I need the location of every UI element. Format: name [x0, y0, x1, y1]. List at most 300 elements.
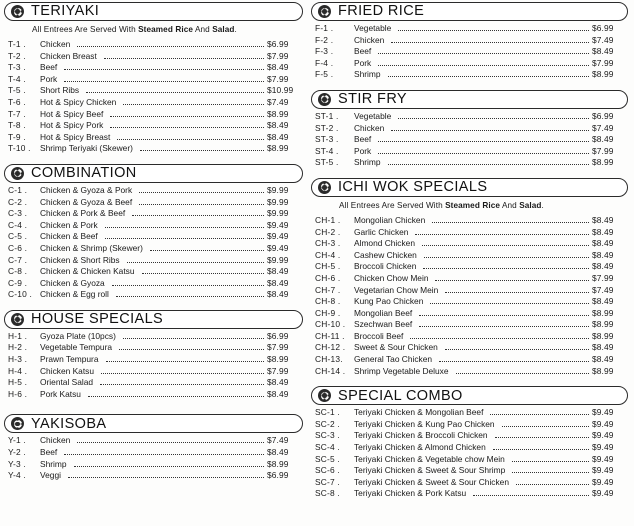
section-spacer [4, 157, 303, 164]
rosette-emblem-icon [11, 417, 24, 430]
menu-item-code: C-10 . [8, 289, 33, 300]
dotted-leader [104, 58, 264, 59]
dotted-leader [493, 449, 589, 450]
menu-item-code: SC-1 . [315, 407, 340, 418]
note-emphasis-steamed-rice: Steamed Rice [445, 200, 501, 210]
menu-item-price: $8.49 [267, 120, 289, 131]
menu-item-code: CH-11 . [315, 330, 345, 341]
menu-item-code: ST-5 . [315, 157, 339, 168]
menu-item-name: Chicken & Shrimp (Skewer) [40, 242, 143, 253]
menu-item-name: Chicken & Pork & Beef [40, 208, 126, 219]
menu-item-price: $8.99 [592, 330, 614, 341]
menu-item-code: T-8 . [8, 120, 26, 131]
dotted-leader [388, 76, 589, 77]
dotted-leader [512, 461, 589, 462]
menu-item-name: Teriyaki Chicken & Broccoli Chicken [354, 430, 488, 441]
menu-item-price: $9.49 [267, 242, 289, 253]
menu-item-code: F-2 . [315, 34, 334, 45]
section-header-special-combo [311, 386, 628, 405]
dotted-leader [445, 292, 589, 293]
menu-item-code: Y-4 . [8, 470, 26, 481]
dotted-leader [490, 414, 589, 415]
menu-item-code: F-3 . [315, 46, 334, 57]
menu-item-name: Sweet & Sour Chicken [354, 342, 438, 353]
menu-item-name: Chicken & Egg roll [40, 289, 109, 300]
menu-item-code: SC-3 . [315, 430, 340, 441]
menu-item-row [4, 39, 303, 51]
menu-item-code: Y-1 . [8, 435, 26, 446]
menu-item-name: Chicken & Beef [40, 231, 98, 242]
menu-item-name: Prawn Tempura [40, 354, 99, 365]
menu-item-name: Szechwan Beef [354, 319, 413, 330]
section-header-combination [4, 164, 303, 183]
menu-item-price: $9.49 [592, 476, 614, 487]
menu-item-code: C-7 . [8, 254, 28, 265]
menu-item-code: T-9 . [8, 131, 26, 142]
menu-item-name: Chicken & Gyoza & Pork [40, 184, 133, 195]
menu-item-name: Shrimp [354, 69, 381, 80]
menu-item-price: $9.49 [592, 407, 614, 418]
menu-item-name: Vegetable [354, 110, 392, 121]
menu-item-name: Chicken [354, 34, 385, 45]
menu-item-row [311, 430, 628, 442]
menu-item-row [311, 23, 628, 35]
menu-item-code: SC-7 . [315, 476, 340, 487]
dotted-leader [410, 338, 589, 339]
menu-item-name: Hot & Spicy Pork [40, 120, 104, 131]
menu-item-row [4, 51, 303, 63]
menu-item-name: Pork Katsu [40, 388, 81, 399]
note-emphasis-steamed-rice: Steamed Rice [138, 25, 194, 34]
menu-item-row [4, 220, 303, 232]
menu-item-name: Chicken & Pork [40, 219, 98, 230]
menu-item-price: $8.99 [267, 143, 289, 154]
menu-item-row [4, 185, 303, 197]
menu-item-name: Beef [354, 46, 372, 57]
dotted-leader [112, 285, 264, 286]
menu-item-price: $7.99 [592, 272, 614, 283]
menu-item-code: T-10 . [8, 143, 31, 154]
menu-item-name: Chicken Breast [40, 50, 97, 61]
menu-item-row [311, 58, 628, 70]
menu-item-row [4, 208, 303, 220]
menu-item-price: $8.49 [267, 62, 289, 73]
menu-item-row [311, 123, 628, 135]
menu-item-name: Chicken [354, 122, 385, 133]
section-title: TERIYAKI [31, 3, 100, 20]
menu-item-row [311, 366, 628, 378]
dotted-leader [119, 349, 264, 350]
menu-item-row [4, 109, 303, 121]
dotted-leader [415, 234, 589, 235]
dotted-leader [430, 303, 589, 304]
menu-item-code: CH-10 . [315, 319, 346, 330]
section-header-fried-rice [311, 2, 628, 21]
menu-item-price: $7.49 [267, 96, 289, 107]
menu-item-price: $8.99 [592, 319, 614, 330]
section-spacer [4, 402, 303, 414]
menu-item-code: SC-8 . [315, 488, 340, 499]
menu-item-code: CH-6 . [315, 272, 341, 283]
menu-item-code: SC-5 . [315, 453, 340, 464]
menu-item-code: CH-12 . [315, 342, 346, 353]
menu-item-row [311, 157, 628, 169]
menu-item-code: CH-2 . [315, 226, 341, 237]
menu-item-price: $8.49 [592, 134, 614, 145]
menu-item-name: Teriyaki Chicken & Almond Chicken [354, 442, 486, 453]
menu-item-name: Chicken & Gyoza & Beef [40, 196, 133, 207]
section-title: HOUSE SPECIALS [31, 311, 164, 328]
dotted-leader [424, 257, 589, 258]
menu-item-price: $7.49 [592, 284, 614, 295]
dotted-leader [142, 273, 265, 274]
dotted-leader [439, 361, 589, 362]
dotted-leader [116, 296, 264, 297]
menu-item-row [311, 261, 628, 273]
menu-item-name: Oriental Salad [40, 377, 94, 388]
menu-item-row [311, 442, 628, 454]
dotted-leader [64, 81, 264, 82]
menu-item-price: $7.99 [592, 57, 614, 68]
dotted-leader [68, 477, 264, 478]
menu-item-price: $8.49 [592, 296, 614, 307]
menu-item-row [4, 255, 303, 267]
menu-item-list [311, 213, 628, 377]
menu-item-row [311, 342, 628, 354]
menu-section-fried-rice [311, 2, 628, 81]
dotted-leader [516, 484, 589, 485]
menu-item-price: $8.99 [267, 354, 289, 365]
menu-item-price: $6.99 [267, 330, 289, 341]
menu-item-name: Teriyaki Chicken & Vegetable chow Mein [354, 453, 505, 464]
dotted-leader [378, 65, 589, 66]
menu-item-price: $8.49 [592, 249, 614, 260]
rosette-emblem-icon [318, 5, 331, 18]
dotted-leader [105, 238, 264, 239]
menu-item-row [4, 435, 303, 447]
dotted-leader [77, 46, 264, 47]
menu-item-name: Chicken & Gyoza [40, 277, 105, 288]
menu-item-name: Kung Pao Chicken [354, 296, 424, 307]
menu-item-price: $8.99 [592, 365, 614, 376]
section-spacer [311, 171, 628, 178]
menu-item-name: Chicken Katsu [40, 365, 94, 376]
menu-item-price: $8.49 [267, 377, 289, 388]
section-spacer [311, 502, 628, 509]
dotted-leader [378, 141, 589, 142]
section-header-yakisoba [4, 414, 303, 433]
menu-item-code: T-7 . [8, 108, 26, 119]
menu-item-name: Teriyaki Chicken & Mongolian Beef [354, 407, 484, 418]
menu-item-code: Y-3 . [8, 458, 26, 469]
menu-item-code: C-8 . [8, 266, 28, 277]
dotted-leader [388, 164, 589, 165]
menu-item-price: $8.49 [267, 447, 289, 458]
rosette-emblem-icon [11, 5, 24, 18]
menu-item-code: CH-4 . [315, 249, 341, 260]
dotted-leader [110, 127, 264, 128]
menu-item-row [311, 146, 628, 158]
menu-item-row [4, 331, 303, 343]
dotted-leader [100, 384, 264, 385]
menu-section-house-specials [4, 310, 303, 401]
menu-section-yakisoba [4, 414, 303, 481]
menu-item-name: Pork [354, 57, 372, 68]
menu-item-price: $9.49 [592, 418, 614, 429]
rosette-emblem-icon [318, 93, 331, 106]
menu-item-code: ST-1 . [315, 110, 339, 121]
menu-item-name: Hot & Spicy Breast [40, 131, 111, 142]
menu-item-row [4, 266, 303, 278]
menu-item-name: Beef [354, 134, 372, 145]
menu-section-combination [4, 164, 303, 301]
menu-section-special-combo [311, 386, 628, 500]
menu-item-price: $8.49 [592, 238, 614, 249]
menu-item-row [4, 342, 303, 354]
dotted-leader [106, 361, 265, 362]
menu-item-code: ST-3 . [315, 134, 339, 145]
menu-item-list [311, 109, 628, 169]
menu-item-code: CH-8 . [315, 296, 341, 307]
menu-item-code: SC-6 . [315, 465, 340, 476]
dotted-leader [432, 222, 589, 223]
menu-item-code: C-1 . [8, 184, 28, 195]
menu-item-price: $7.99 [592, 145, 614, 156]
menu-item-price: $8.99 [267, 108, 289, 119]
menu-item-row [4, 389, 303, 401]
menu-item-code: ST-2 . [315, 122, 339, 133]
menu-item-price: $7.99 [267, 365, 289, 376]
menu-item-name: Teriyaki Chicken & Kung Pao Chicken [354, 418, 495, 429]
menu-item-code: CH-9 . [315, 307, 341, 318]
menu-item-name: Mongolian Chicken [354, 214, 426, 225]
menu-item-code: T-3 . [8, 62, 26, 73]
menu-item-code: H-1 . [8, 330, 28, 341]
section-spacer [311, 83, 628, 90]
menu-left-column [0, 0, 307, 526]
rosette-emblem-icon [318, 389, 331, 402]
dotted-leader [512, 472, 589, 473]
dotted-leader [140, 150, 264, 151]
menu-item-row [4, 231, 303, 243]
menu-item-row [311, 296, 628, 308]
section-spacer [4, 484, 303, 491]
menu-item-price: $9.49 [592, 453, 614, 464]
menu-item-name: Broccoli Beef [354, 330, 404, 341]
menu-item-name: Teriyaki Chicken & Sweet & Sour Chicken [354, 476, 510, 487]
menu-item-name: Chicken & Chicken Katsu [40, 266, 135, 277]
menu-item-price: $8.49 [267, 131, 289, 142]
menu-item-name: General Tao Chicken [354, 354, 433, 365]
dotted-leader [139, 192, 264, 193]
menu-item-price: $8.49 [267, 266, 289, 277]
menu-item-row [311, 354, 628, 366]
menu-item-name: Broccoli Chicken [354, 261, 417, 272]
menu-item-row [4, 132, 303, 144]
menu-item-list [4, 329, 303, 401]
dotted-leader [435, 280, 589, 281]
dotted-leader [64, 69, 264, 70]
menu-item-price: $6.99 [592, 23, 614, 33]
menu-item-row [311, 273, 628, 285]
menu-item-row [4, 120, 303, 132]
section-spacer [4, 303, 303, 310]
menu-item-name: Gyoza Plate (10pcs) [40, 330, 116, 341]
dotted-leader [64, 454, 264, 455]
menu-item-code: SC-2 . [315, 418, 340, 429]
menu-item-code: T-1 . [8, 39, 26, 49]
menu-item-price: $8.49 [267, 277, 289, 288]
menu-item-name: Pork [40, 73, 58, 84]
menu-item-list [4, 183, 303, 301]
menu-item-price: $7.99 [267, 342, 289, 353]
dotted-leader [502, 426, 589, 427]
menu-item-code: H-4 . [8, 365, 28, 376]
menu-item-price: $6.99 [267, 39, 289, 49]
dotted-leader [139, 204, 264, 205]
menu-item-price: $8.49 [592, 342, 614, 353]
dotted-leader [422, 245, 589, 246]
menu-item-price: $9.99 [267, 254, 289, 265]
menu-item-row [311, 454, 628, 466]
menu-item-price: $7.49 [592, 122, 614, 133]
menu-item-price: $8.49 [592, 214, 614, 225]
rosette-emblem-icon [11, 167, 24, 180]
menu-item-price: $8.99 [267, 458, 289, 469]
menu-item-row [4, 354, 303, 366]
menu-item-code: CH-3 . [315, 238, 341, 249]
menu-item-name: Chicken & Short Ribs [40, 254, 120, 265]
menu-item-price: $8.49 [592, 226, 614, 237]
menu-item-list [311, 21, 628, 81]
menu-item-name: Beef [40, 62, 58, 73]
section-header-ichi-wok-specials [311, 178, 628, 197]
section-note: All Entrees Are Served With Steamed Rice And Salad. [339, 200, 544, 210]
menu-item-price: $8.49 [267, 289, 289, 300]
menu-item-row [4, 459, 303, 471]
menu-item-name: Teriyaki Chicken & Sweet & Sour Shrimp [354, 465, 506, 476]
section-header-stir-fry [311, 90, 628, 109]
dotted-leader [132, 215, 264, 216]
note-emphasis-salad: Salad [212, 25, 235, 34]
menu-item-row [311, 319, 628, 331]
menu-item-price: $8.49 [592, 46, 614, 57]
menu-item-price: $8.49 [592, 354, 614, 365]
dotted-leader [101, 373, 264, 374]
menu-item-name: Vegetable [354, 23, 392, 33]
menu-item-name: Almond Chicken [354, 238, 415, 249]
menu-item-code: CH-5 . [315, 261, 341, 272]
dotted-leader [378, 153, 589, 154]
menu-item-list [4, 37, 303, 155]
menu-item-name: Chicken [40, 39, 71, 49]
section-title: ICHI WOK SPECIALS [338, 179, 488, 196]
dotted-leader [495, 437, 589, 438]
dotted-leader [86, 92, 264, 93]
menu-item-code: H-6 . [8, 388, 28, 399]
menu-item-row [311, 227, 628, 239]
menu-item-name: Short Ribs [40, 85, 80, 96]
menu-item-row [311, 134, 628, 146]
menu-item-row [311, 69, 628, 81]
menu-item-name: Chicken [40, 435, 71, 446]
dotted-leader [473, 495, 589, 496]
dotted-leader [423, 268, 589, 269]
note-emphasis-salad: Salad [519, 200, 542, 210]
menu-item-code: T-5 . [8, 85, 26, 96]
menu-item-name: Shrimp [354, 157, 381, 168]
dotted-leader [127, 262, 264, 263]
menu-item-name: Beef [40, 447, 58, 458]
menu-item-price: $8.49 [267, 388, 289, 399]
menu-item-price: $7.99 [267, 73, 289, 84]
menu-item-row [4, 366, 303, 378]
dotted-leader [110, 116, 264, 117]
menu-item-row [311, 308, 628, 320]
menu-item-code: SC-4 . [315, 442, 340, 453]
menu-item-row [4, 62, 303, 74]
dotted-leader [123, 104, 264, 105]
dotted-leader [419, 315, 589, 316]
menu-item-name: Shrimp [40, 458, 67, 469]
menu-item-price: $7.49 [592, 34, 614, 45]
menu-item-code: C-4 . [8, 219, 28, 230]
section-note: All Entrees Are Served With Steamed Rice And Salad. [32, 25, 237, 34]
dotted-leader [445, 349, 589, 350]
menu-item-list [4, 433, 303, 481]
section-title: SPECIAL COMBO [338, 387, 463, 404]
menu-item-price: $9.99 [267, 196, 289, 207]
menu-item-row [4, 97, 303, 109]
menu-item-code: T-6 . [8, 96, 26, 107]
menu-item-price: $7.99 [267, 50, 289, 61]
menu-item-code: H-3 . [8, 354, 28, 365]
menu-item-price: $9.49 [592, 488, 614, 499]
menu-item-row [311, 238, 628, 250]
dotted-leader [398, 30, 589, 31]
menu-item-row [4, 143, 303, 155]
menu-item-name: Mongolian Beef [354, 307, 413, 318]
menu-item-row [311, 285, 628, 297]
menu-item-code: T-4 . [8, 73, 26, 84]
section-header-teriyaki [4, 2, 303, 21]
menu-item-code: CH-1 . [315, 214, 341, 225]
menu-item-row [4, 243, 303, 255]
dotted-leader [88, 396, 264, 397]
menu-item-row [4, 74, 303, 86]
menu-item-row [311, 407, 628, 419]
menu-item-price: $9.49 [592, 442, 614, 453]
menu-item-row [311, 215, 628, 227]
menu-right-column [307, 0, 634, 526]
menu-item-name: Shrimp Vegetable Deluxe [354, 365, 449, 376]
menu-section-teriyaki [4, 2, 303, 155]
menu-item-code: H-5 . [8, 377, 28, 388]
menu-section-stir-fry [311, 90, 628, 169]
menu-item-price: $9.49 [267, 231, 289, 242]
menu-item-row [311, 465, 628, 477]
dotted-leader [398, 118, 589, 119]
menu-item-name: Shrimp Teriyaki (Skewer) [40, 143, 133, 154]
menu-item-price: $8.99 [592, 157, 614, 168]
menu-item-price: $9.99 [267, 208, 289, 219]
menu-item-name: Cashew Chicken [354, 249, 417, 260]
dotted-leader [74, 466, 264, 467]
menu-item-code: C-9 . [8, 277, 28, 288]
menu-item-row [4, 470, 303, 482]
menu-item-price: $6.99 [592, 110, 614, 121]
dotted-leader [105, 227, 264, 228]
